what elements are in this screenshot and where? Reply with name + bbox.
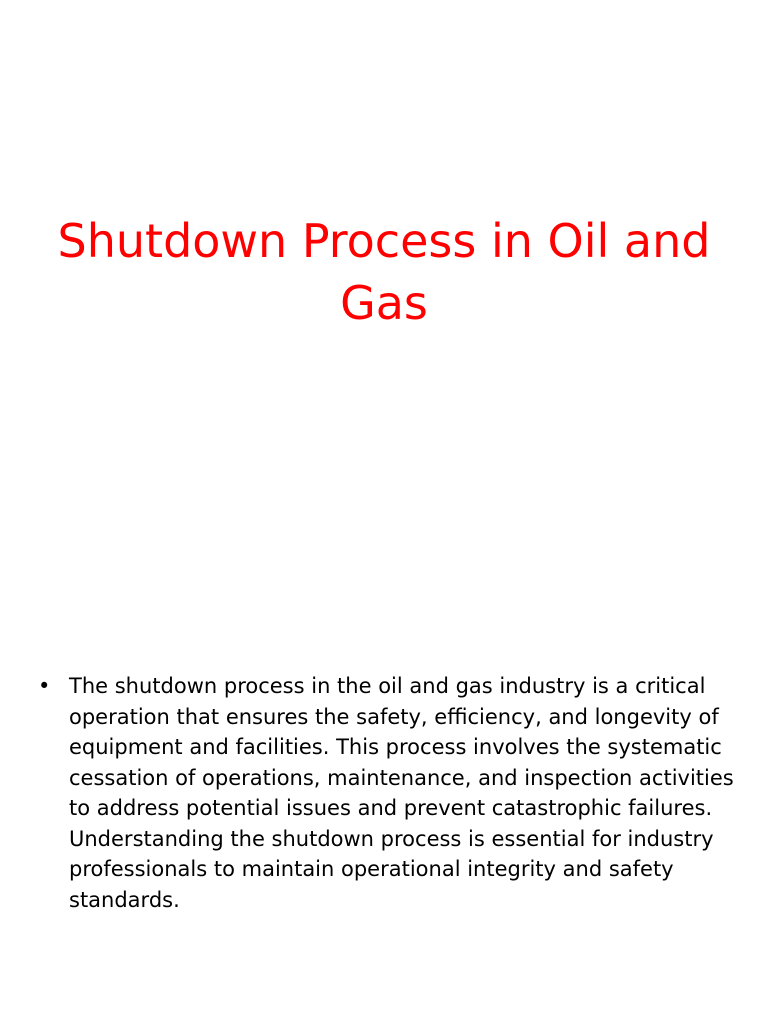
bullet-list (38, 671, 738, 915)
bullet-item (38, 671, 738, 915)
bullet-marker: • (38, 674, 51, 698)
bullet-text: The shutdown process in the oil and gas industry is a critical operation that ensures the safety, efficiency, and longevity of equipment and facilities. This process involves the systematic cessation of operations, maintenance, and inspection activities to address potential issues and prevent catastrophic failures. Understanding the shutdown process is essential for industry professionals to maintain operational integrity and safety standards. (69, 674, 734, 912)
slide-title: Shutdown Process in Oil and Gas (57, 214, 711, 330)
